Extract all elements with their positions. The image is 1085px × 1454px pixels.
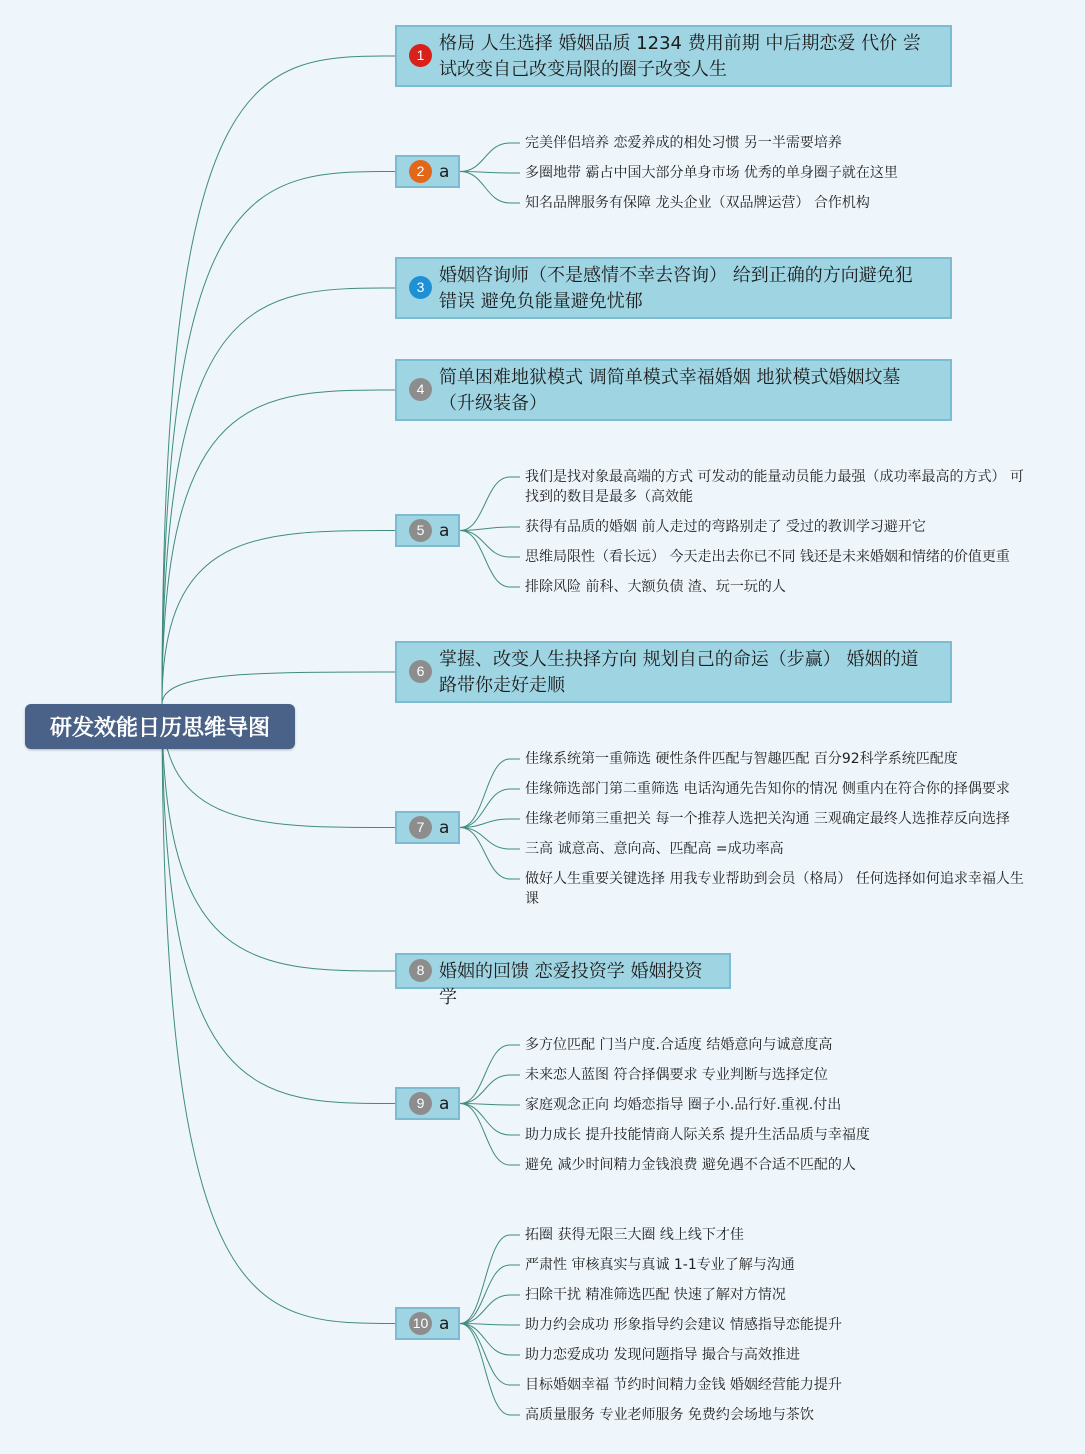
topic-5-leaf-2: 获得有品质的婚姻 前人走过的弯路别走了 受过的教训学习避开它 [525, 519, 926, 535]
topic-4[interactable] [395, 359, 952, 421]
topic-9-leaf-4: 助力成长 提升技能情商人际关系 提升生活品质与幸福度 [525, 1127, 870, 1143]
topic-5-leaf-1: 我们是找对象最高端的方式 可发动的能量动员能力最强（成功率最高的方式） 可找到的数目是最多（高效能 [525, 469, 1024, 505]
topic-8-text: 婚姻的回馈 恋爱投资学 婚姻投资学 [439, 961, 703, 1008]
topic-7-leaf-1: 佳缘系统第一重筛选 硬性条件匹配与智趣匹配 百分92科学系统匹配度 [525, 751, 958, 767]
leaf-link-2-1 [460, 143, 520, 172]
priority-7-icon: 7 [409, 816, 432, 839]
topic-9-leaf-5: 避免 减少时间精力金钱浪费 避免遇不合适不匹配的人 [525, 1157, 856, 1173]
topic-1[interactable] [395, 25, 952, 87]
topic-2-label: a [439, 161, 450, 182]
topic-6-text: 掌握、改变人生抉择方向 规划自己的命运（步赢） 婚姻的道路带你走好走顺 [439, 649, 919, 696]
leaf-link-10-6 [460, 1324, 520, 1386]
topic-10-leaf-3: 扫除干扰 精准筛选匹配 快速了解对方情况 [525, 1287, 786, 1303]
topic-10[interactable] [395, 1307, 460, 1340]
leaf-link-10-7 [460, 1324, 520, 1416]
topic-10-leaf-5: 助力恋爱成功 发现问题指导 撮合与高效推进 [525, 1347, 800, 1363]
topic-9[interactable] [395, 1087, 460, 1120]
priority-2-icon: 2 [409, 160, 432, 183]
leaf-link-5-1 [460, 477, 520, 531]
root-link-4 [162, 390, 395, 704]
topic-2-leaf-2: 多圈地带 霸占中国大部分单身市场 优秀的单身圈子就在这里 [525, 165, 898, 181]
root-link-5 [162, 531, 395, 705]
leaf-link-7-1 [460, 759, 520, 828]
topic-10-leaf-4: 助力约会成功 形象指导约会建议 情感指导恋能提升 [525, 1317, 842, 1333]
topic-5-label: a [439, 520, 450, 541]
leaf-link-9-5 [460, 1104, 520, 1166]
topic-6[interactable] [395, 641, 952, 703]
leaf-link-10-2 [460, 1265, 520, 1324]
priority-4-icon: 4 [409, 378, 432, 401]
priority-10-icon: 10 [409, 1312, 432, 1335]
topic-3[interactable] [395, 257, 952, 319]
leaf-link-9-4 [460, 1104, 520, 1136]
topic-7-leaf-5: 做好人生重要关键选择 用我专业帮助到会员（格局） 任何选择如何追求幸福人生课 [525, 871, 1024, 907]
topic-8[interactable] [395, 953, 731, 1008]
leaf-link-9-2 [460, 1075, 520, 1104]
leaf-link-7-3 [460, 819, 520, 828]
topic-2[interactable] [395, 155, 460, 188]
topic-7-leaf-4: 三高 诚意高、意向高、匹配高 =成功率高 [525, 841, 784, 857]
topic-10-leaf-1: 拓圈 获得无限三大圈 线上线下才佳 [525, 1227, 744, 1243]
leaf-link-2-3 [460, 172, 520, 204]
topic-5-leaf-3: 思维局限性（看长远） 今天走出去你已不同 钱还是未来婚姻和情绪的价值更重 [525, 549, 1010, 565]
topic-9-label: a [439, 1093, 450, 1114]
leaf-link-7-5 [460, 828, 520, 880]
topic-2-leaf-1: 完美伴侣培养 恋爱养成的相处习惯 另一半需要培养 [525, 135, 842, 151]
topic-5-leaf-4: 排除风险 前科、大额负债 渣、玩一玩的人 [525, 579, 786, 595]
topic-5[interactable] [395, 514, 460, 547]
leaf-link-5-3 [460, 531, 520, 558]
priority-3-icon: 3 [409, 276, 432, 299]
priority-9-icon: 9 [409, 1092, 432, 1115]
topic-7-label: a [439, 817, 450, 838]
leaf-link-10-1 [460, 1235, 520, 1324]
priority-8-icon: 8 [409, 959, 432, 982]
root-link-1 [162, 56, 395, 704]
topic-9-leaf-3: 家庭观念正向 均婚恋指导 圈子小.品行好.重视.付出 [525, 1097, 842, 1113]
topic-9-leaf-2: 未来恋人蓝图 符合择偶要求 专业判断与选择定位 [525, 1067, 828, 1083]
topic-7-leaf-2: 佳缘筛选部门第二重筛选 电话沟通先告知你的情况 侧重内在符合你的择偶要求 [525, 781, 1010, 797]
topic-7-leaf-3: 佳缘老师第三重把关 每一个推荐人选把关沟通 三观确定最终人选推荐反向选择 [525, 811, 1010, 827]
topic-10-leaf-6: 目标婚姻幸福 节约时间精力金钱 婚姻经营能力提升 [525, 1377, 842, 1393]
root-link-2 [162, 172, 395, 705]
topic-2-leaf-3: 知名品牌服务有保障 龙头企业（双品牌运营） 合作机构 [525, 195, 870, 211]
root-link-6 [162, 672, 395, 704]
root-link-3 [162, 288, 395, 704]
priority-1-icon: 1 [409, 44, 432, 67]
root-link-10 [162, 704, 395, 1324]
root-title: 研发效能日历思维导图 [49, 716, 270, 741]
topic-1-text: 格局 人生选择 婚姻品质 1234 费用前期 中后期恋爱 代价 尝试改变自己改变局限的圈子改变人生 [439, 33, 921, 80]
topic-10-leaf-7: 高质量服务 专业老师服务 免费约会场地与茶饮 [525, 1407, 814, 1423]
topic-4-text: 简单困难地狱模式 调简单模式幸福婚姻 地狱模式婚姻坟墓（升级装备） [439, 367, 901, 414]
topic-10-leaf-2: 严肃性 审核真实与真诚 1-1专业了解与沟通 [525, 1257, 795, 1273]
priority-6-icon: 6 [409, 660, 432, 683]
root-node[interactable] [25, 704, 295, 749]
topic-3-text: 婚姻咨询师（不是感情不幸去咨询） 给到正确的方向避免犯错误 避免负能量避免忧郁 [439, 265, 913, 312]
topic-10-label: a [439, 1313, 450, 1334]
root-link-9 [162, 704, 395, 1104]
topic-7[interactable] [395, 811, 460, 844]
leaf-link-9-1 [460, 1045, 520, 1104]
leaf-link-5-4 [460, 531, 520, 588]
priority-5-icon: 5 [409, 519, 432, 542]
topic-9-leaf-1: 多方位匹配 门当户度.合适度 结婚意向与诚意度高 [525, 1037, 833, 1053]
